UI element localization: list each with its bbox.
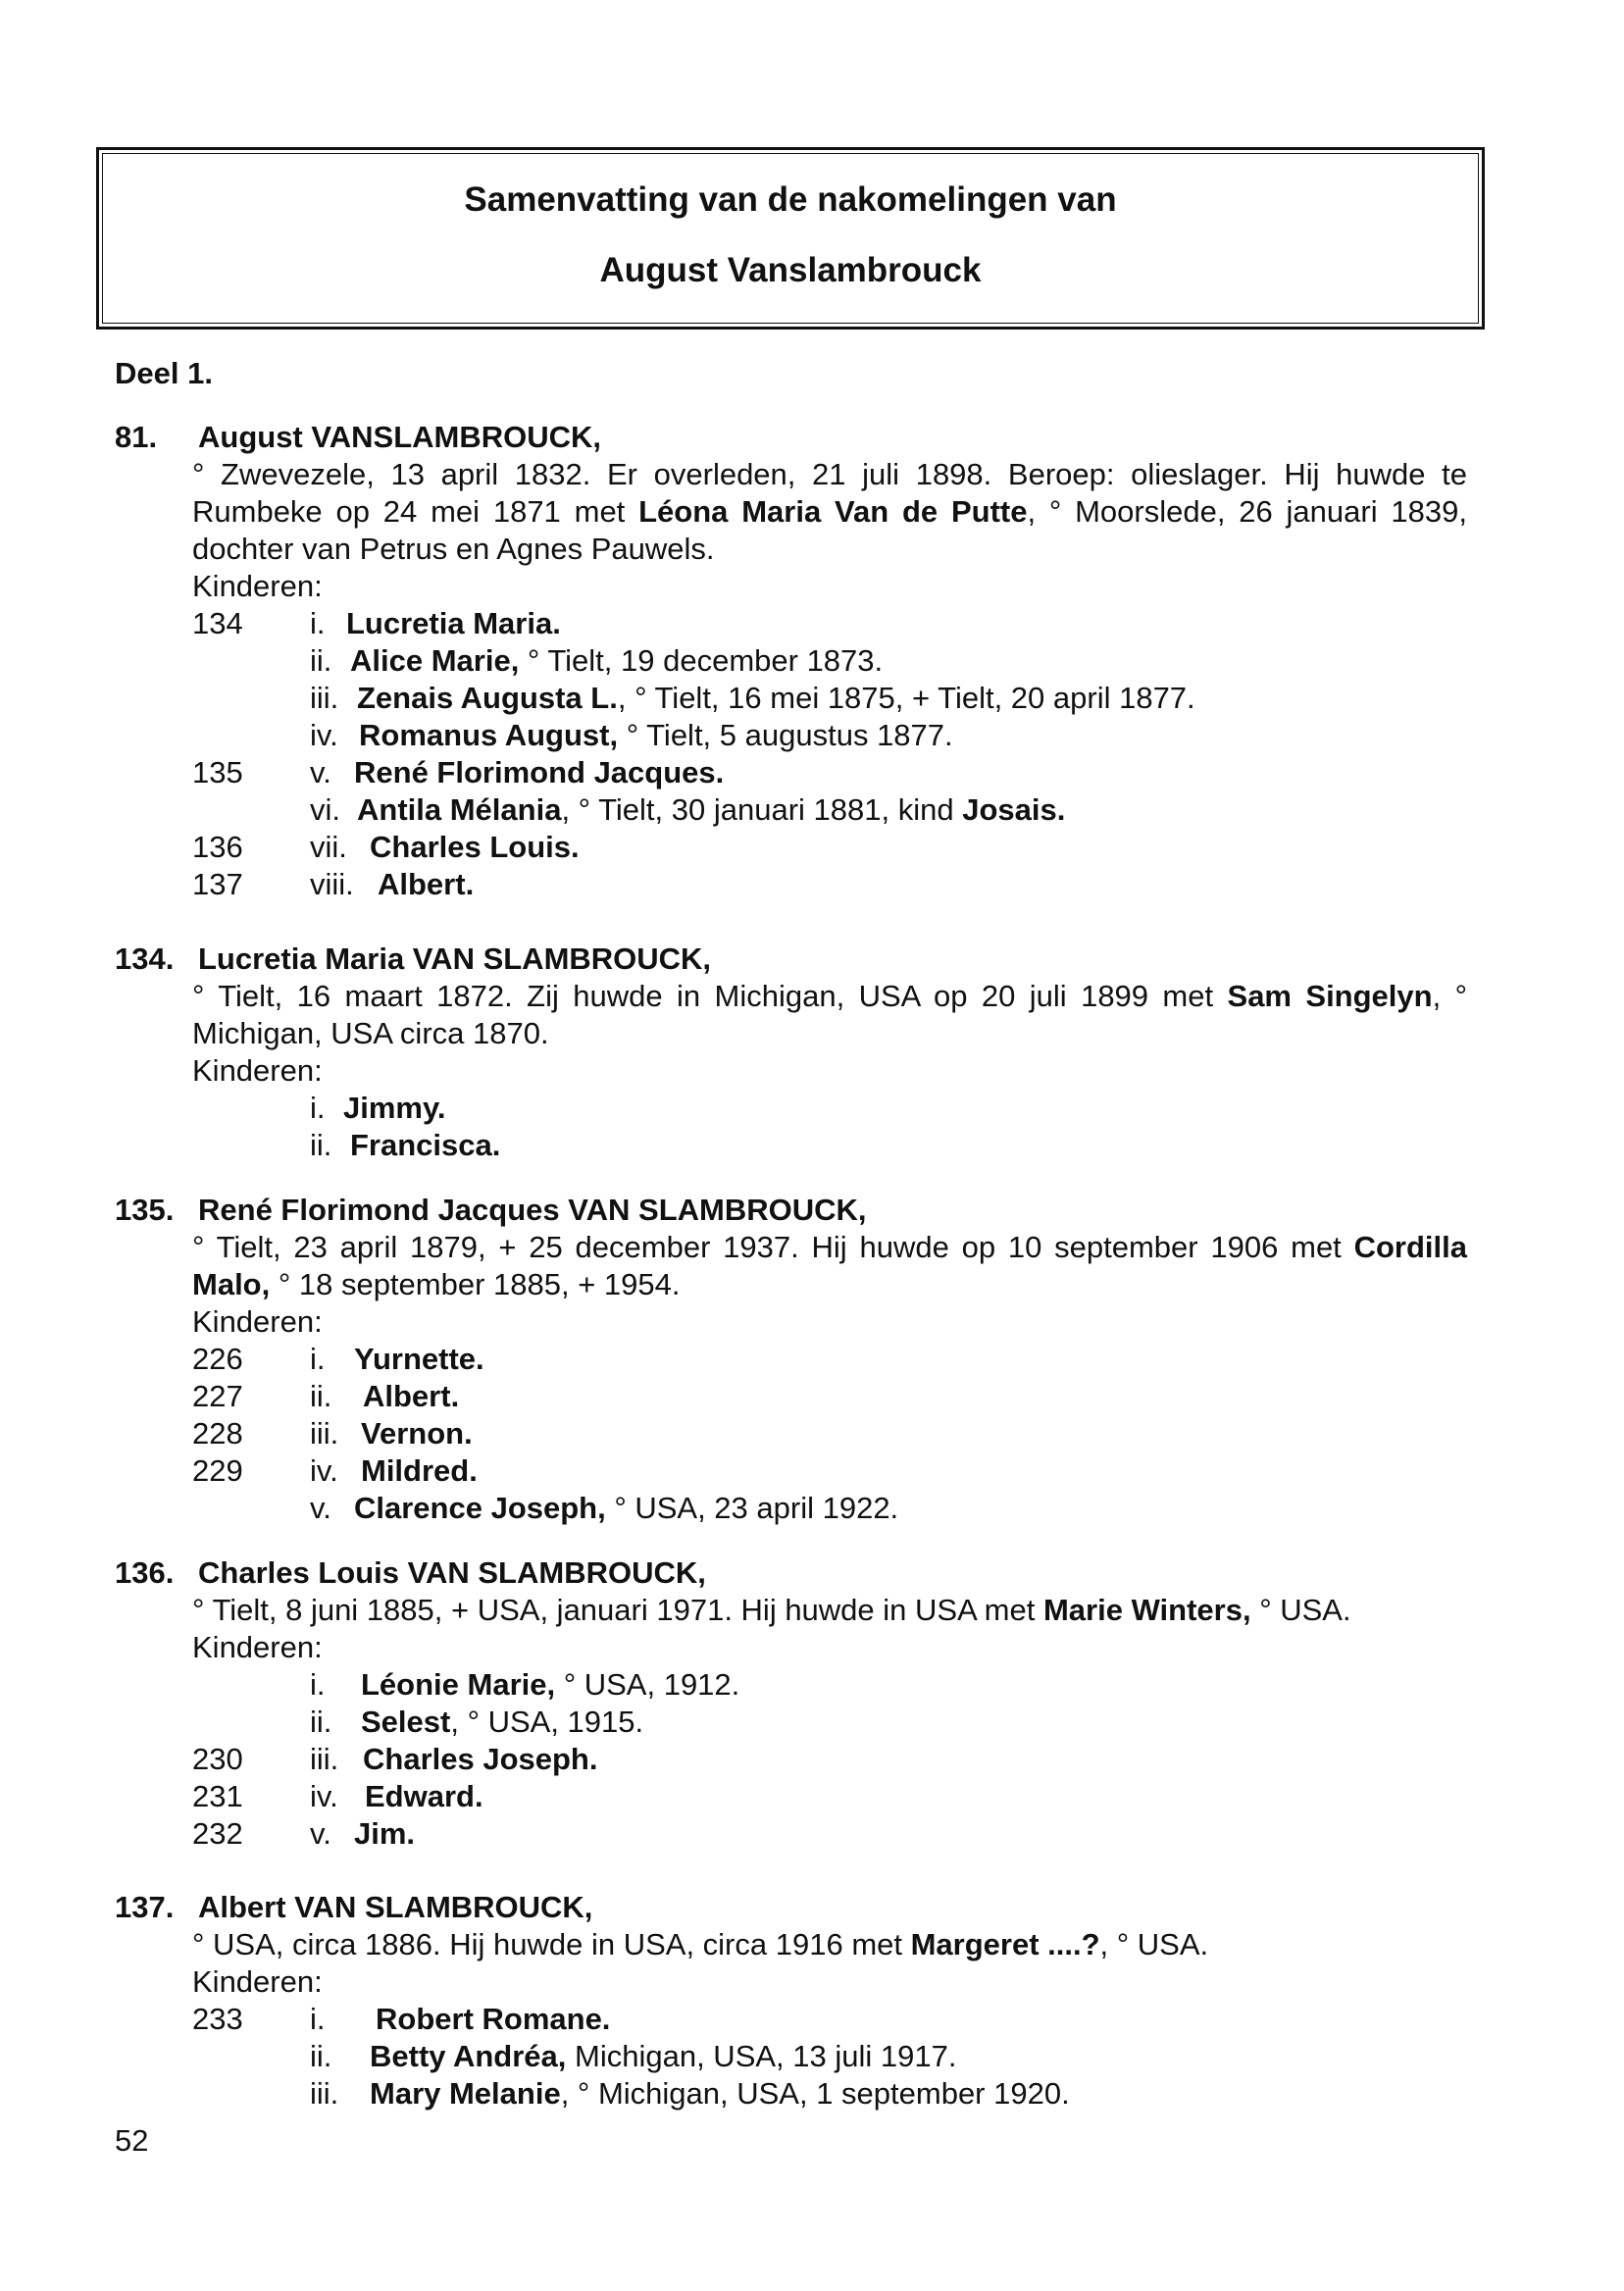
child-ref-number: 230 — [192, 1742, 243, 1776]
title-box — [96, 147, 1485, 330]
child-roman-numeral: v. — [310, 1816, 331, 1851]
description-text: ° Zwevezele, 13 april 1832. Er overleden, 21 juli 1898. Beroep: olieslager. Hij huwde te Rumbeke op 24 mei 1871 met — [192, 457, 1467, 529]
child-roman-numeral: i. — [310, 1091, 326, 1125]
child-roman-numeral: vi. — [310, 792, 340, 827]
child-ref-number: 226 — [192, 1342, 243, 1376]
child-roman-numeral: i. — [310, 1342, 326, 1376]
child-roman-numeral: i. — [310, 2002, 326, 2036]
entry-name: August VANSLAMBROUCK, — [198, 420, 602, 454]
child-roman-numeral: ii. — [310, 643, 332, 678]
child-ref-number: 227 — [192, 1379, 243, 1413]
entry-heading — [115, 1889, 592, 1926]
child-name: Jimmy. — [343, 1091, 446, 1125]
child-extra-name: Josais. — [962, 792, 1066, 827]
child-details: ° USA, 23 april 1922. — [605, 1491, 899, 1525]
description-text: ° Tielt, 16 maart 1872. Zij huwde in Michigan, USA op 20 juli 1899 met — [192, 979, 1228, 1013]
child-ref-number: 135 — [192, 755, 243, 789]
title-line-1: Samenvatting van de nakomelingen van — [464, 180, 1117, 219]
child-ref-number: 232 — [192, 1816, 243, 1851]
page-number: 52 — [115, 2123, 149, 2158]
child-name: Robert Romane. — [376, 2002, 611, 2036]
child-roman-numeral: iii. — [310, 1742, 339, 1776]
child-name: Selest — [361, 1705, 451, 1739]
description-text: ° Tielt, 23 april 1879, + 25 december 1937. Hij huwde op 10 september 1906 met — [192, 1230, 1354, 1264]
description-text: , ° USA. — [1099, 1927, 1209, 1961]
child-ref-number: 137 — [192, 867, 243, 901]
child-name: Jim. — [354, 1816, 416, 1851]
entry-number: 135. — [115, 1193, 175, 1227]
child-details: , ° Michigan, USA, 1 september 1920. — [560, 2076, 1070, 2111]
child-roman-numeral: viii. — [310, 867, 354, 901]
child-roman-numeral: iv. — [310, 718, 338, 752]
child-details: , ° USA, 1915. — [450, 1705, 644, 1739]
child-roman-numeral: iii. — [310, 1416, 339, 1451]
entry-number: 136. — [115, 1555, 175, 1590]
child-ref-number: 231 — [192, 1779, 243, 1813]
child-name: Romanus August, — [359, 718, 619, 752]
child-roman-numeral: iv. — [310, 1453, 338, 1488]
child-details: ° USA, 1912. — [555, 1667, 740, 1702]
child-name: Zenais Augusta L. — [357, 681, 618, 715]
child-name: Mildred. — [361, 1453, 478, 1488]
children-label: Kinderen: — [192, 569, 323, 603]
spouse-name: Léona Maria Van de Putte — [638, 494, 1028, 529]
entry-description — [192, 1926, 1467, 1963]
description-text: ° Tielt, 8 juni 1885, + USA, januari 1971. Hij huwde in USA met — [192, 1593, 1043, 1627]
description-text: ° USA, circa 1886. Hij huwde in USA, circa 1916 met — [192, 1927, 911, 1961]
entry-number: 134. — [115, 942, 175, 976]
child-roman-numeral: iii. — [310, 2076, 339, 2111]
child-name: Lucretia Maria. — [346, 606, 561, 640]
spouse-name: Cordilla Malo, — [192, 1230, 1467, 1301]
entry-name: Albert VAN SLAMBROUCK, — [198, 1890, 593, 1924]
child-details: ° Tielt, 5 augustus 1877. — [618, 718, 953, 752]
child-details: Michigan, USA, 13 juli 1917. — [566, 2039, 957, 2073]
description-text: , ° Moorslede, 26 januari 1839, dochter van Petrus en Agnes Pauwels. — [192, 494, 1467, 566]
child-name: Charles Joseph. — [363, 1742, 598, 1776]
entry-name: René Florimond Jacques VAN SLAMBROUCK, — [198, 1193, 867, 1227]
entry-description — [192, 1229, 1467, 1303]
entry-number: 137. — [115, 1890, 175, 1924]
child-ref-number: 229 — [192, 1453, 243, 1488]
child-name: René Florimond Jacques. — [354, 755, 725, 789]
entry-description — [192, 1592, 1467, 1629]
child-name: Vernon. — [361, 1416, 473, 1451]
spouse-name: Margeret ....? — [910, 1927, 1100, 1961]
title-line-2: August Vanslambrouck — [599, 251, 982, 289]
child-name: Albert. — [378, 867, 475, 901]
entry-description — [192, 456, 1467, 568]
child-name: Antila Mélania — [357, 792, 562, 827]
child-roman-numeral: iv. — [310, 1779, 338, 1813]
entry-heading — [115, 1554, 706, 1592]
entry-heading — [115, 1192, 867, 1229]
child-roman-numeral: ii. — [310, 1379, 332, 1413]
child-name: Léonie Marie, — [361, 1667, 556, 1702]
child-name: Alice Marie, — [350, 643, 520, 678]
child-name: Francisca. — [350, 1128, 501, 1162]
child-name: Betty Andréa, — [370, 2039, 567, 2073]
spouse-name: Sam Singelyn — [1227, 979, 1433, 1013]
child-ref-number: 134 — [192, 606, 243, 640]
description-text: ° 18 september 1885, + 1954. — [270, 1267, 681, 1301]
child-roman-numeral: i. — [310, 606, 326, 640]
child-ref-number: 136 — [192, 830, 243, 864]
child-name: Yurnette. — [354, 1342, 484, 1376]
child-roman-numeral: ii. — [310, 1128, 332, 1162]
entry-heading — [115, 941, 711, 978]
title-box-inner-border — [102, 153, 1479, 324]
part-label: Deel 1. — [115, 356, 213, 390]
children-label: Kinderen: — [192, 1964, 323, 1999]
description-text: , ° Michigan, USA circa 1870. — [192, 979, 1468, 1050]
child-name: Clarence Joseph, — [354, 1491, 606, 1525]
child-details: ° Tielt, 19 december 1873. — [519, 643, 884, 678]
child-ref-number: 228 — [192, 1416, 243, 1451]
children-label: Kinderen: — [192, 1053, 323, 1088]
child-name: Mary Melanie — [370, 2076, 561, 2111]
entry-name: Lucretia Maria VAN SLAMBROUCK, — [198, 942, 712, 976]
child-name: Albert. — [363, 1379, 460, 1413]
child-roman-numeral: ii. — [310, 1705, 332, 1739]
child-details: , ° Tielt, 16 mei 1875, + Tielt, 20 april 1877. — [617, 681, 1195, 715]
child-roman-numeral: ii. — [310, 2039, 332, 2073]
entry-description — [192, 978, 1467, 1052]
child-details: , ° Tielt, 30 januari 1881, kind — [561, 792, 963, 827]
child-roman-numeral: v. — [310, 1491, 331, 1525]
description-text: ° USA. — [1250, 1593, 1351, 1627]
child-roman-numeral: iii. — [310, 681, 339, 715]
entry-name: Charles Louis VAN SLAMBROUCK, — [198, 1555, 706, 1590]
child-name: Edward. — [365, 1779, 483, 1813]
spouse-name: Marie Winters, — [1042, 1593, 1251, 1627]
child-roman-numeral: vii. — [310, 830, 347, 864]
child-ref-number: 233 — [192, 2002, 243, 2036]
entry-heading — [115, 419, 601, 456]
entry-number: 81. — [115, 420, 158, 454]
child-roman-numeral: i. — [310, 1667, 326, 1702]
child-name: Charles Louis. — [370, 830, 580, 864]
child-roman-numeral: v. — [310, 755, 331, 789]
children-label: Kinderen: — [192, 1630, 323, 1664]
children-label: Kinderen: — [192, 1304, 323, 1339]
